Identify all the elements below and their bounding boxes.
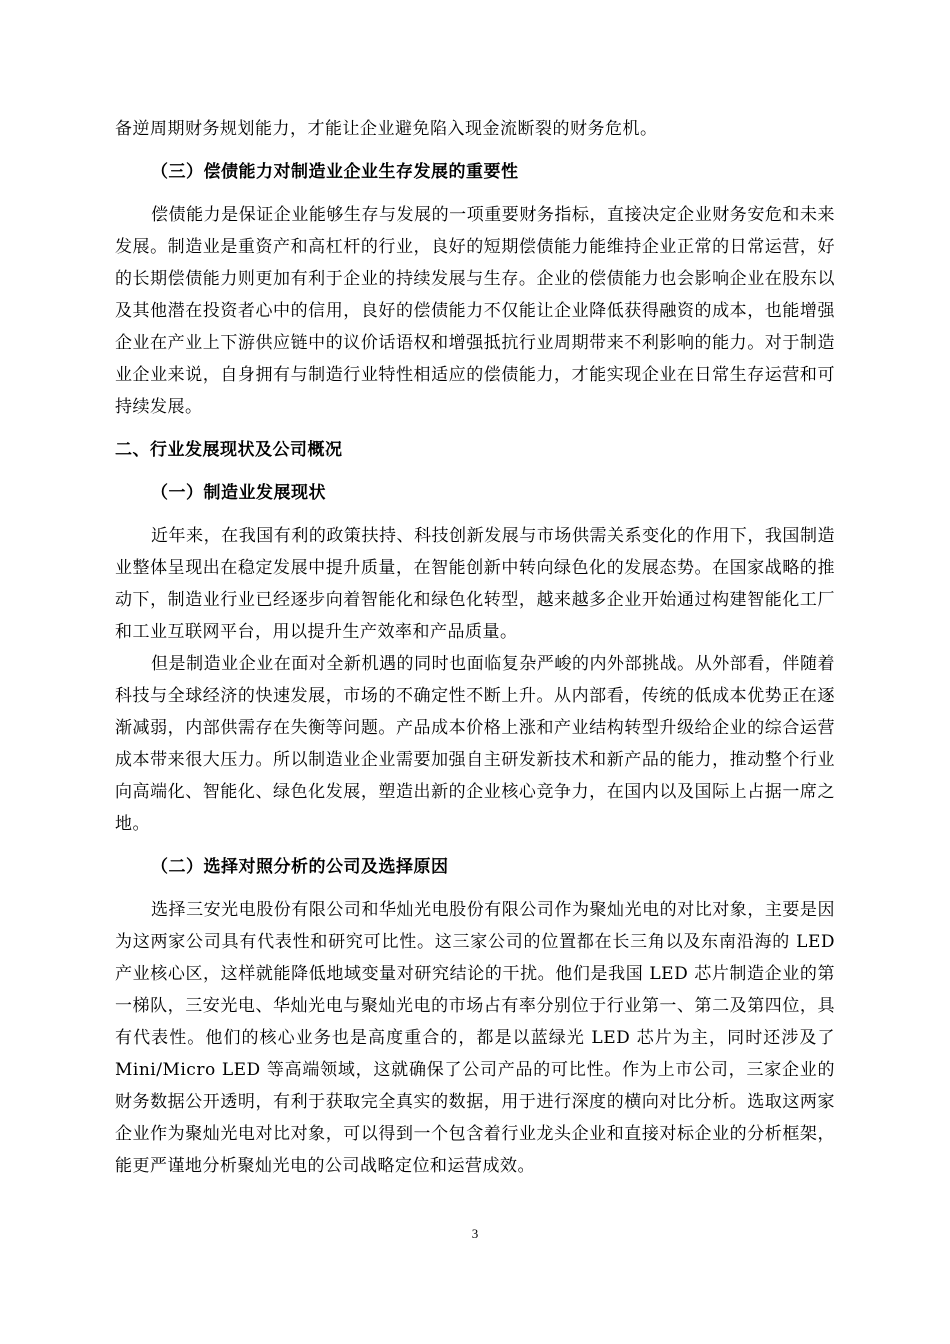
section-heading-comparison-companies: （二）选择对照分析的公司及选择原因 bbox=[151, 857, 449, 877]
document-body bbox=[115, 113, 835, 1182]
section-heading-manufacturing-status: （一）制造业发展现状 bbox=[151, 483, 326, 503]
solvency-paragraph: 偿债能力是保证企业能够生存与发展的一项重要财务指标，直接决定企业财务安危和未来发展。制造业是重资产和高杠杆的行业，良好的短期偿债能力能维持企业正常的日常运营，好的长期偿债能力则更加有利于企业的持续发展与生存。企业的偿债能力也会影响企业在股东以及其他潜在投资者心中的信用，良好的偿债能力不仅能让企业降低获得融资的成本，也能增强企业在产业上下游供应链中的议价话语权和增强抵抗行业周期带来不利影响的能力。对于制造业企业来说，自身拥有与制造行业特性相适应的偿债能力，才能实现企业在日常生存运营和可持续发展。 bbox=[115, 205, 835, 417]
comparison-paragraph: 选择三安光电股份有限公司和华灿光电股份有限公司作为聚灿光电的对比对象，主要是因为这两家公司具有代表性和研究可比性。这三家公司的位置都在长三角以及东南沿海的 LED 产业核心区，这样就能降低地域变量对研究结论的干扰。他们是我国 LED 芯片制造企业的第一梯队，三安光电、华灿光电与聚灿光电的市场占有率分别位于行业第一、第二及第四位，具有代表性。他们的核心业务也是高度重合的，都是以蓝绿光 LED 芯片为主，同时还涉及了 Mini/Micro LED 等高端领域，这就确保了公司产品的可比性。作为上市公司，三家企业的财务数据公开透明，有利于获取完全真实的数据，用于进行深度的横向对比分析。选取这两家企业作为聚灿光电对比对象，可以得到一个包含着行业龙头企业和直接对标企业的分析框架，能更严谨地分析聚灿光电的公司战略定位和运营成效。 bbox=[115, 900, 835, 1176]
page-number: 3 bbox=[471, 1226, 479, 1241]
manufacturing-paragraph-2: 但是制造业企业在面对全新机遇的同时也面临复杂严峻的内外部挑战。从外部看，伴随着科技与全球经济的快速发展，市场的不确定性不断上升。从内部看，传统的低成本优势正在逐渐减弱，内部供需存在失衡等问题。产品成本价格上涨和产业结构转型升级给企业的综合运营成本带来很大压力。所以制造业企业需要加强自主研发新技术和新产品的能力，推动整个行业向高端化、智能化、绿色化发展，塑造出新的企业核心竞争力，在国内以及国际上占据一席之地。 bbox=[115, 654, 835, 834]
continued-paragraph: 备逆周期财务规划能力，才能让企业避免陷入现金流断裂的财务危机。 bbox=[115, 119, 658, 139]
manufacturing-paragraph-1: 近年来，在我国有利的政策扶持、科技创新发展与市场供需关系变化的作用下，我国制造业整体呈现出在稳定发展中提升质量，在智能创新中转向绿色化的发展态势。在国家战略的推动下，制造业行业已经逐步向着智能化和绿色化转型，越来越多企业开始通过构建智能化工厂和工业互联网平台，用以提升生产效率和产品质量。 bbox=[115, 526, 835, 642]
chapter-heading-industry-status: 二、行业发展现状及公司概况 bbox=[115, 440, 343, 460]
section-heading-solvency-importance: （三）偿债能力对制造业企业生存发展的重要性 bbox=[151, 162, 519, 182]
